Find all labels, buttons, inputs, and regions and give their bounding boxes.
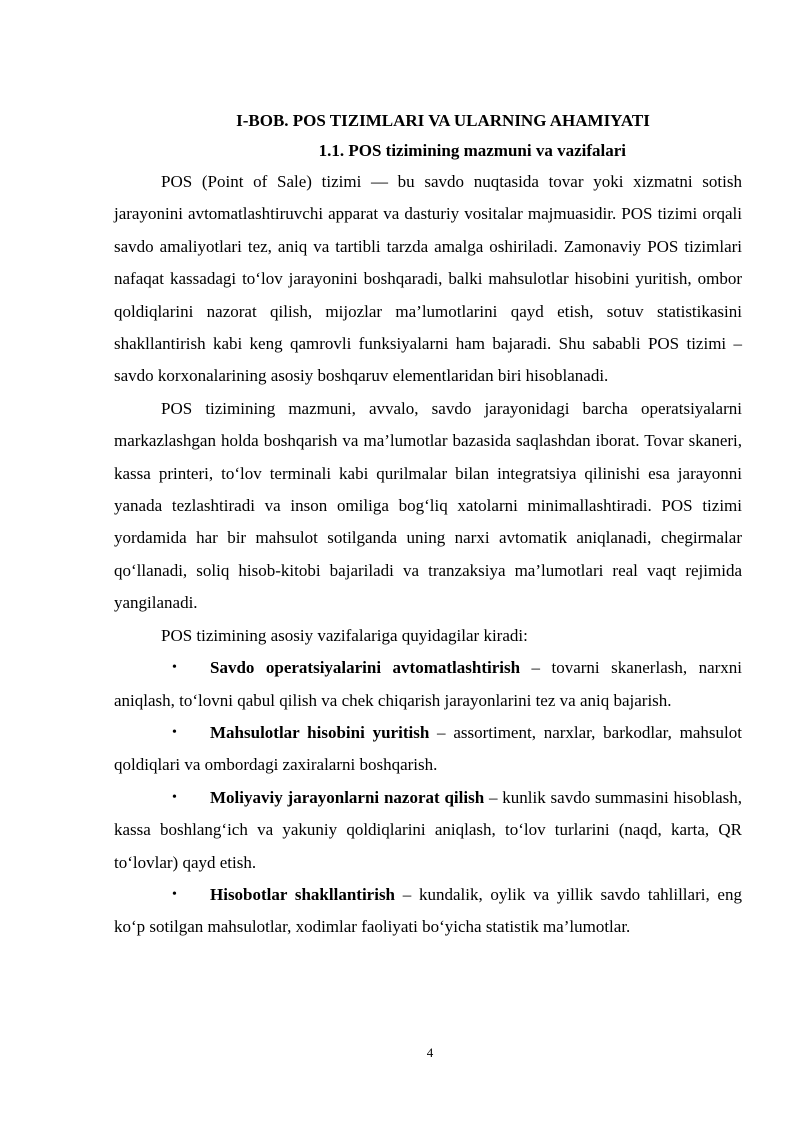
list-item	[114, 879, 742, 944]
paragraph-1: POS (Point of Sale) tizimi — bu savdo nuqtasida tovar yoki xizmatni sotish jarayonini avtomatlashtiruvchi apparat va dasturiy vositalar majmuasidir. POS tizimi orqali savdo amaliyotlari tez, aniq va tartibli tarzda amalga oshiriladi. Zamonaviy POS tizimlari nafaqat kassadagi to‘lov jarayonini boshqaradi, balki mahsulotlar hisobini yuritish, ombor qoldiqlarini nazorat qilish, mijozlar ma’lumotlarini qayd etish, sotuv statistikasini shakllantirish kabi keng qamrovli funksiyalarni ham bajaradi. Shu sababli POS tizimi – savdo korxonalarining asosiy boshqaruv elementlaridan biri hisoblanadi.	[114, 172, 742, 386]
paragraph-2: POS tizimining mazmuni, avvalo, savdo jarayonidagi barcha operatsiyalarni markazlashgan holda boshqarish va ma’lumotlar bazasida saqlashdan iborat. Tovar skaneri, kassa printeri, to‘lov terminali kabi qurilmalar bilan integratsiya qilinishi esa jarayonni yanada tezlashtiradi va inson omiliga bog‘liq xatolarni minimallashtiradi. POS tizimi yordamida har bir mahsulot sotilganda uning narxi avtomatik aniqlanadi, chegirmalar qo‘llanadi, soliq hisob-kitobi bajariladi va tranzaksiya ma’lumotlari real vaqt rejimida yangilanadi.	[114, 398, 742, 613]
bullet-icon: •	[172, 886, 177, 902]
document-page	[114, 106, 742, 944]
bullet-icon: •	[172, 660, 177, 676]
bullet-term: Moliyaviy jarayonlarni nazorat qilish	[210, 787, 485, 807]
bullet-icon: •	[172, 724, 177, 740]
bullet-term: Hisobotlar shakllantirish	[210, 884, 396, 904]
list-item	[114, 717, 742, 782]
bullet-text: – tovarni skanerlash, narxni aniqlash, to‘lovni qabul qilish va chek chiqarish jarayonlarini tez va aniq bajarish.	[114, 658, 743, 710]
chapter-title: I-BOB. POS TIZIMLARI VA ULARNING AHAMIYATI	[236, 111, 650, 130]
bullet-icon: •	[172, 789, 177, 805]
bullet-term: Savdo operatsiyalarini avtomatlashtirish	[210, 658, 521, 678]
bullet-term: Mahsulotlar hisobini yuritish	[210, 722, 430, 742]
bullet-text: – assortiment, narxlar, barkodlar, mahsulot qoldiqlari va ombordagi zaxiralarni boshqarish.	[114, 722, 742, 775]
page-number: 4	[426, 1045, 434, 1060]
section-title: 1.1. POS tizimining mazmuni va vazifalari	[318, 141, 626, 160]
list-item	[114, 782, 742, 879]
paragraph-3: POS tizimining asosiy vazifalariga quyidagilar kiradi:	[161, 625, 528, 645]
list-item	[114, 652, 742, 717]
bullet-text: – kundalik, oylik va yillik savdo tahlillari, eng ko‘p sotilgan mahsulotlar, xodimlar faoliyati bo‘yicha statistik ma’lumotlar.	[114, 884, 742, 937]
bullet-text: – kunlik savdo summasini hisoblash, kassa boshlang‘ich va yakuniy qoldiqlarini aniqlash, to‘lov turlarini (naqd, karta, QR to‘lovlar) qayd etish.	[114, 787, 742, 872]
